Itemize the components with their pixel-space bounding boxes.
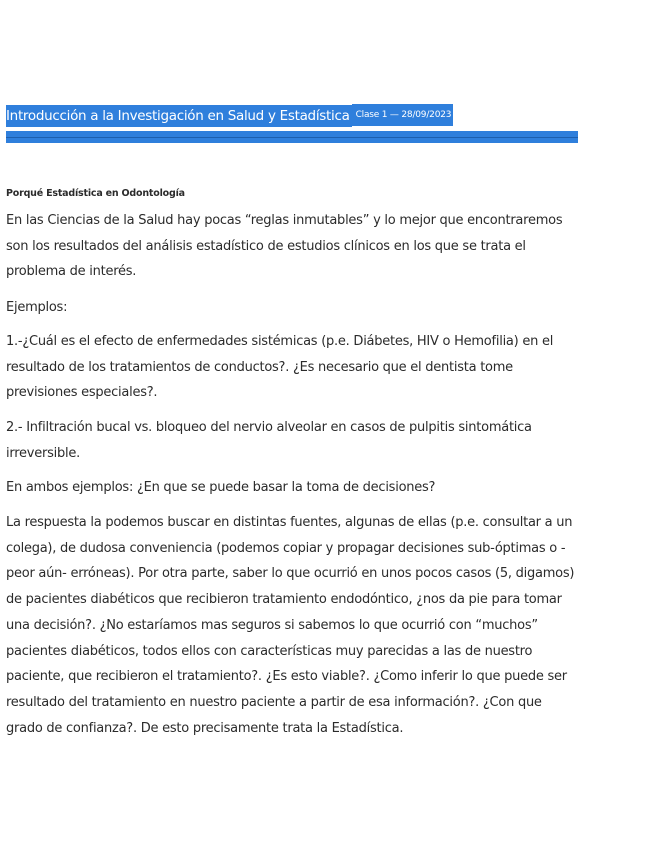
paragraph-intro: En las Ciencias de la Salud hay pocas “reglas inmutables” y lo mejor que encontraremos son los resultados del análisis estadístico de estudios clínicos en los que se trata el problema de interés. [6, 213, 563, 280]
paragraph-examples-label: Ejemplos: [6, 300, 68, 315]
paragraph-example-2: 2.- Infiltración bucal vs. bloqueo del nervio alveolar en casos de pulpitis sintomática irreversible. [6, 420, 532, 461]
section-subheading: Porqué Estadística en Odontología [6, 188, 185, 199]
document-title [6, 104, 453, 126]
paragraph-question: En ambos ejemplos: ¿En que se puede basar la toma de decisiones? [6, 480, 436, 495]
paragraph-answer: La respuesta la podemos buscar en distintas fuentes, algunas de ellas (p.e. consultar a un colega), de dudosa conveniencia (podemos copiar y propagar decisiones sub-óptimas o -peor aún- erróneas). Por otra parte, saber lo que ocurrió en unos pocos casos (5, digamos) de pacientes diabéticos que recibieron tratamiento endodóntico, ¿nos da pie para tomar una decisión?. ¿No estaríamos mas seguros si sabemos lo que ocurrió con “muchos” pacientes diabéticos, todos ellos con características muy parecidas a las de nuestro paciente, que recibieron el tratamiento?. ¿Es esto viable?. ¿Como inferir lo que puede ser resultado del tratamiento en nuestro paciente a partir de esa información?. ¿Con que grado de confianza?. De esto precisamente trata la Estadística. [6, 515, 575, 736]
title-rule [6, 131, 578, 143]
paragraph-example-1: 1.-¿Cuál es el efecto de enfermedades sistémicas (p.e. Diábetes, HIV o Hemofilia) en el resultado de los tratamientos de conductos?. ¿Es necesario que el dentista tome previsiones especiales?. [6, 334, 554, 401]
title-text: Introducción a la Investigación en Salud y Estadística [6, 105, 352, 127]
title-meta: Clase 1 — 28/09/2023 [352, 104, 454, 126]
